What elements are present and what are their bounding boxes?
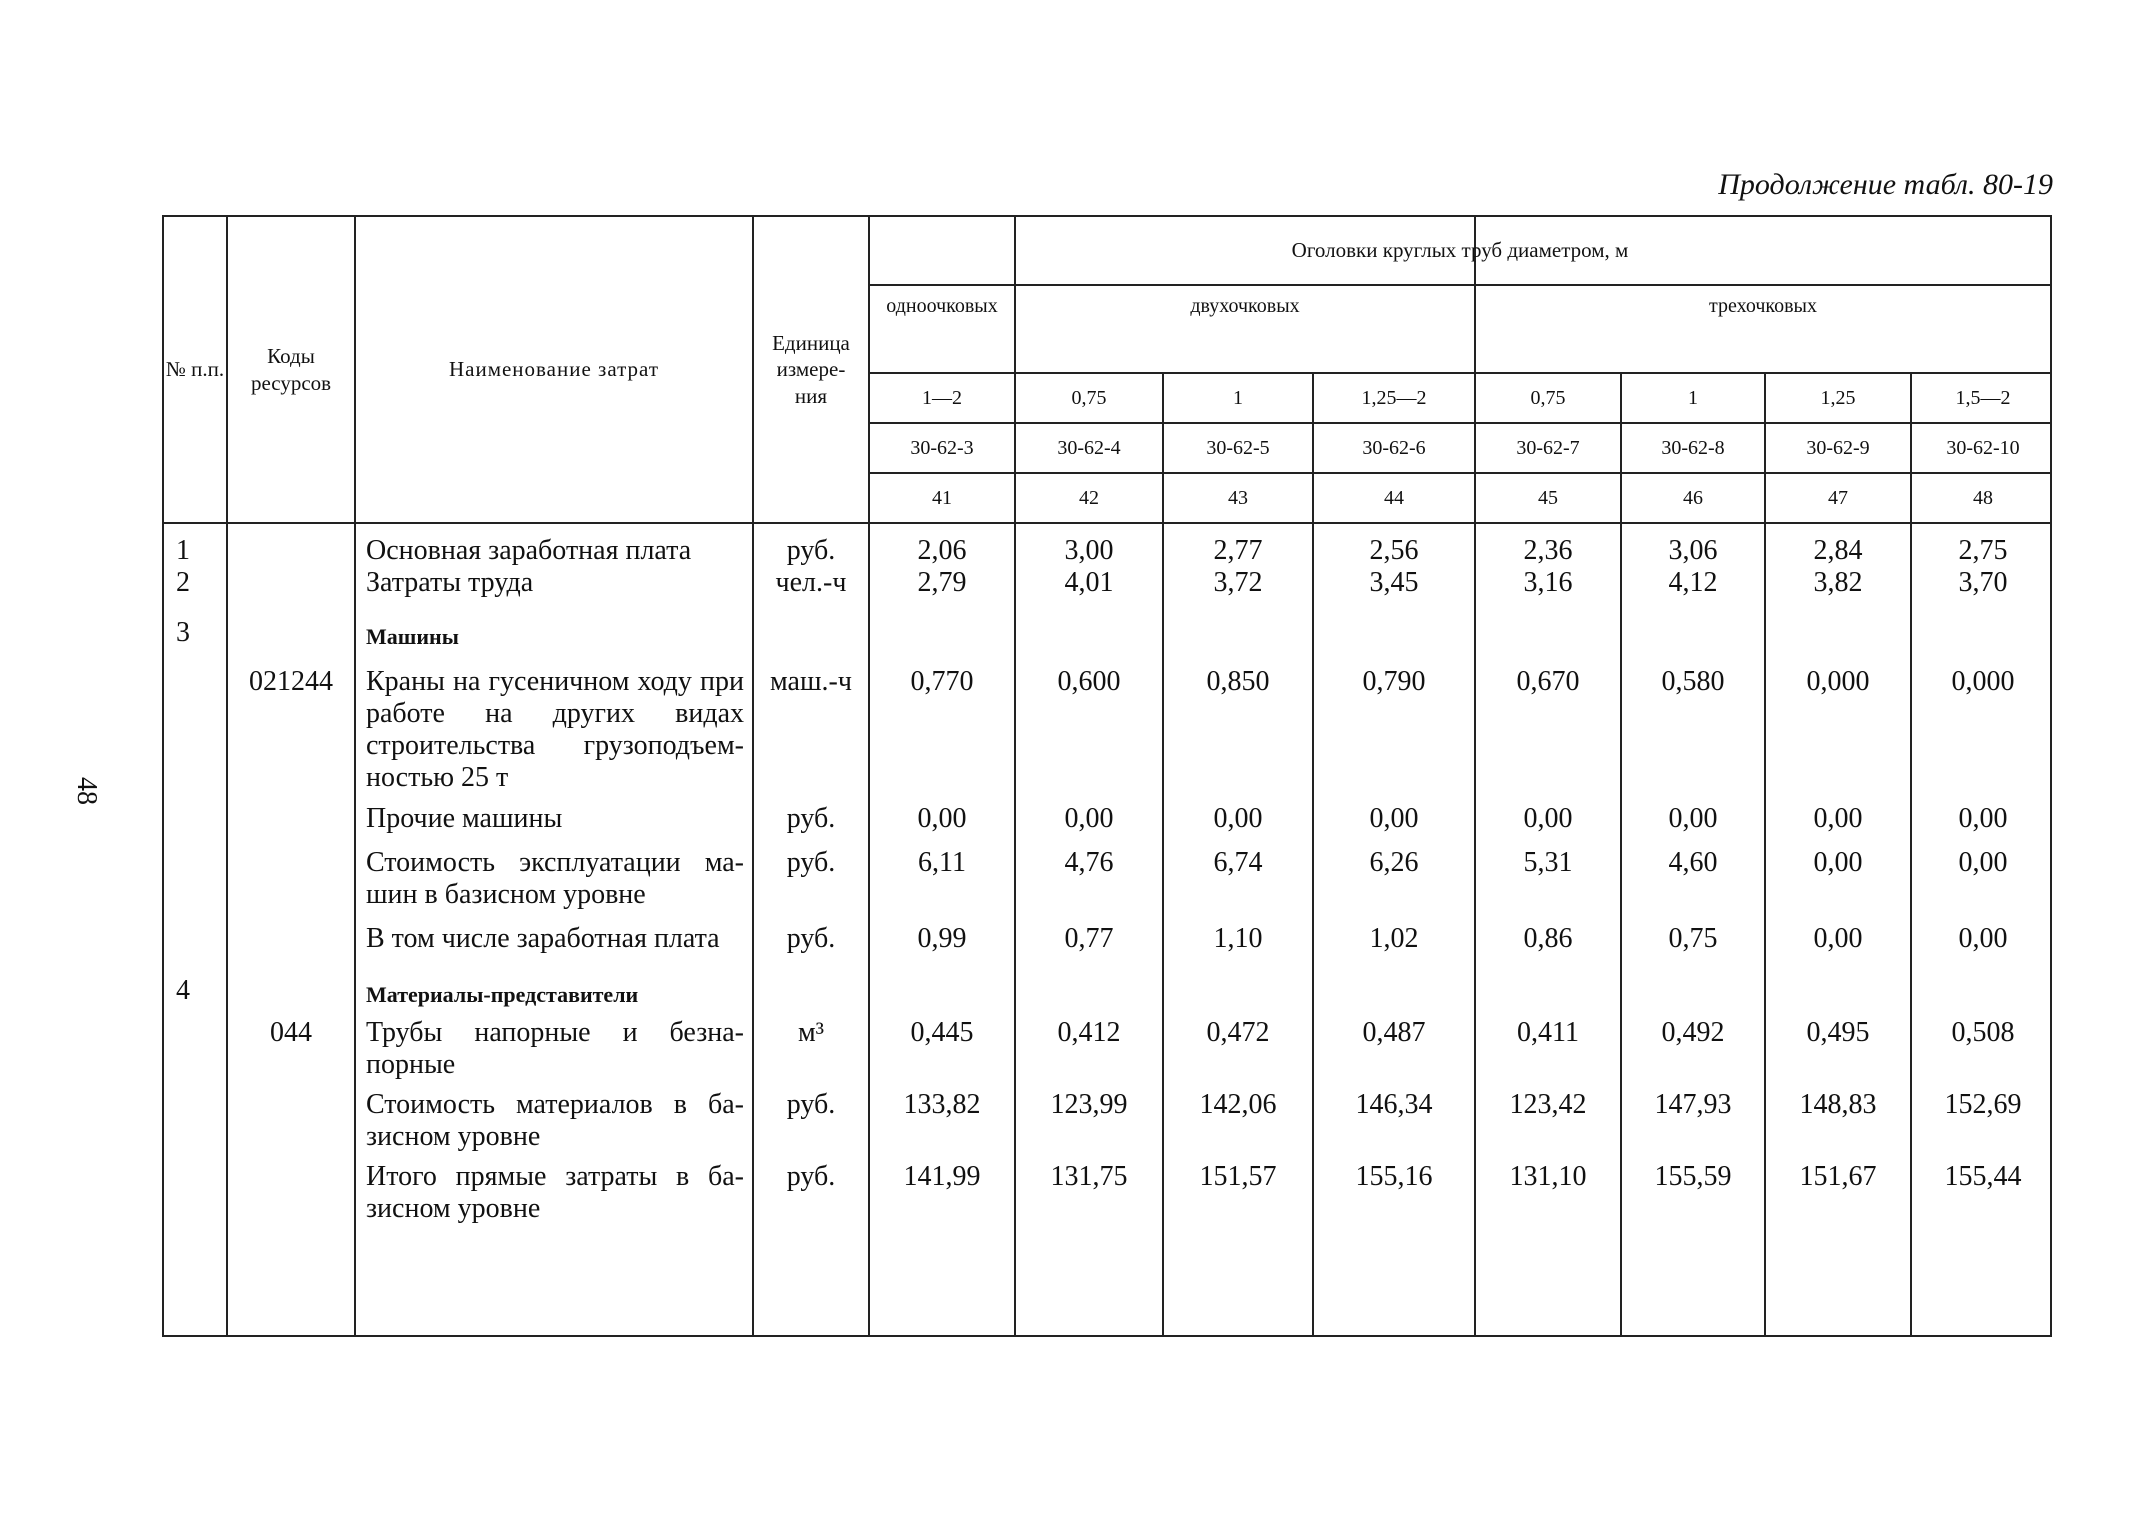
header-group: Оголовки круглых труб диаметром, м	[1291, 238, 1629, 263]
cost-name: Основная заработная плата	[366, 535, 692, 566]
cost-name: Стоимость эксплуатации ма- шин в базисном уровне	[366, 847, 744, 910]
header-colnum: 46	[1683, 486, 1703, 509]
value-cell: 3,72	[1213, 567, 1263, 598]
value-cell: 2,75	[1958, 535, 2008, 566]
value-cell: 3,45	[1369, 567, 1419, 598]
header-diameter: 1,5—2	[1955, 386, 2011, 409]
value-cell: 148,83	[1799, 1089, 1877, 1120]
value-cell: 123,99	[1050, 1089, 1128, 1120]
value-cell: 155,16	[1355, 1161, 1433, 1192]
value-cell: 0,00	[1813, 923, 1863, 954]
value-cell: 2,56	[1369, 535, 1419, 566]
value-cell: 131,10	[1509, 1161, 1587, 1192]
header-code: 30-62-7	[1516, 436, 1580, 459]
cost-name: Прочие машины	[366, 803, 563, 834]
header-code: 30-62-10	[1946, 436, 2020, 459]
value-cell: 2,36	[1523, 535, 1573, 566]
value-cell: 0,770	[910, 666, 974, 697]
value-cell: 0,492	[1661, 1017, 1725, 1048]
unit: руб.	[786, 847, 836, 878]
value-cell: 123,42	[1509, 1089, 1587, 1120]
row-number: 2	[176, 567, 190, 598]
cost-name: Стоимость материалов в ба- зисном уровне	[366, 1089, 744, 1152]
value-cell: 0,99	[917, 923, 967, 954]
value-cell: 0,00	[1813, 803, 1863, 834]
header-diameter: 1,25	[1820, 386, 1856, 409]
header-colnum: 43	[1228, 486, 1248, 509]
header-diameter: 1—2	[922, 386, 962, 409]
value-cell: 0,487	[1362, 1017, 1426, 1048]
header-code: 30-62-5	[1206, 436, 1270, 459]
value-cell: 6,11	[918, 847, 966, 878]
value-cell: 0,00	[1813, 847, 1863, 878]
header-colnum: 48	[1973, 486, 1993, 509]
cost-name: Итого прямые затраты в ба- зисном уровне	[366, 1161, 744, 1224]
cost-name: Трубы напорные и безна- порные	[366, 1017, 744, 1080]
value-cell: 4,12	[1668, 567, 1718, 598]
value-cell: 2,79	[917, 567, 967, 598]
header-num: № п.п.	[165, 357, 225, 382]
value-cell: 146,34	[1355, 1089, 1433, 1120]
value-cell: 0,412	[1057, 1017, 1121, 1048]
value-cell: 6,26	[1369, 847, 1419, 878]
unit: руб.	[786, 1089, 836, 1120]
value-cell: 147,93	[1654, 1089, 1732, 1120]
header-name: Наименование затрат	[448, 357, 660, 382]
value-cell: 0,00	[1523, 803, 1573, 834]
unit: руб.	[786, 535, 836, 566]
value-cell: 0,411	[1517, 1017, 1579, 1048]
value-cell: 152,69	[1944, 1089, 2022, 1120]
value-cell: 2,77	[1213, 535, 1263, 566]
resource-code: 021244	[249, 666, 333, 697]
value-cell: 133,82	[903, 1089, 981, 1120]
value-cell: 3,00	[1064, 535, 1114, 566]
resource-code: 044	[270, 1017, 312, 1048]
row-number: 4	[176, 975, 190, 1006]
value-cell: 3,06	[1668, 535, 1718, 566]
value-cell: 0,000	[1806, 666, 1870, 697]
header-colnum: 41	[932, 486, 952, 509]
value-cell: 0,00	[1064, 803, 1114, 834]
unit: маш.-ч	[770, 666, 852, 697]
header-code: 30-62-8	[1661, 436, 1725, 459]
value-cell: 0,850	[1206, 666, 1270, 697]
value-cell: 0,00	[1958, 847, 2008, 878]
header-subgroup-single: одноочковых	[886, 294, 998, 317]
cost-name: В том числе заработная плата	[366, 923, 720, 954]
header-diameter: 1	[1688, 386, 1698, 409]
value-cell: 0,77	[1064, 923, 1114, 954]
value-cell: 6,74	[1213, 847, 1263, 878]
value-cell: 0,00	[917, 803, 967, 834]
value-cell: 141,99	[903, 1161, 981, 1192]
header-diameter: 0,75	[1530, 386, 1566, 409]
value-cell: 1,10	[1213, 923, 1263, 954]
value-cell: 0,670	[1516, 666, 1580, 697]
header-subgroup-triple: трехочковых	[1709, 294, 1817, 317]
value-cell: 4,01	[1064, 567, 1114, 598]
header-colnum: 47	[1828, 486, 1848, 509]
header-diameter: 1	[1233, 386, 1243, 409]
header-diameter: 0,75	[1071, 386, 1107, 409]
unit: м³	[797, 1017, 825, 1048]
header-code: 30-62-3	[910, 436, 974, 459]
value-cell: 0,472	[1206, 1017, 1270, 1048]
header-unit: Единица измере- ния	[772, 331, 850, 408]
value-cell: 4,76	[1064, 847, 1114, 878]
value-cell: 155,44	[1944, 1161, 2022, 1192]
value-cell: 0,000	[1951, 666, 2015, 697]
value-cell: 0,445	[910, 1017, 974, 1048]
row-number: 1	[176, 535, 190, 566]
value-cell: 131,75	[1050, 1161, 1128, 1192]
header-bottom-line	[164, 522, 2050, 524]
value-cell: 2,84	[1813, 535, 1863, 566]
value-cell: 0,790	[1362, 666, 1426, 697]
unit: руб.	[786, 803, 836, 834]
value-cell: 0,00	[1668, 803, 1718, 834]
header-diameter: 1,25—2	[1361, 386, 1427, 409]
header-colnum: 45	[1538, 486, 1558, 509]
section-heading: Материалы-представители	[366, 982, 639, 1007]
unit: руб.	[786, 923, 836, 954]
header-code: 30-62-4	[1057, 436, 1121, 459]
section-heading: Машины	[366, 624, 459, 649]
value-cell: 0,00	[1369, 803, 1419, 834]
header-colnum: 44	[1384, 486, 1404, 509]
value-cell: 0,86	[1523, 923, 1573, 954]
unit: чел.-ч	[775, 567, 847, 598]
value-cell: 0,00	[1958, 803, 2008, 834]
value-cell: 5,31	[1523, 847, 1573, 878]
cost-name: Краны на гусеничном ходу при работе на других видах строительства грузоподъем- ностью 25 т	[366, 666, 744, 793]
header-subgroup-double: двухочковых	[1190, 294, 1300, 317]
value-cell: 0,508	[1951, 1017, 2015, 1048]
cost-name: Затраты труда	[366, 567, 534, 598]
header-codes: Коды ресурсов	[250, 344, 332, 395]
value-cell: 151,57	[1199, 1161, 1277, 1192]
value-cell: 0,580	[1661, 666, 1725, 697]
cost-table	[162, 215, 2052, 1337]
value-cell: 0,00	[1958, 923, 2008, 954]
value-cell: 1,02	[1369, 923, 1419, 954]
header-code: 30-62-9	[1806, 436, 1870, 459]
row-number: 3	[176, 617, 190, 648]
value-cell: 3,70	[1958, 567, 2008, 598]
header-colnum: 42	[1079, 486, 1099, 509]
value-cell: 142,06	[1199, 1089, 1277, 1120]
value-cell: 3,16	[1523, 567, 1573, 598]
header-code: 30-62-6	[1362, 436, 1426, 459]
value-cell: 0,600	[1057, 666, 1121, 697]
value-cell: 0,75	[1668, 923, 1718, 954]
unit: руб.	[786, 1161, 836, 1192]
value-cell: 4,60	[1668, 847, 1718, 878]
value-cell: 3,82	[1813, 567, 1863, 598]
table-caption: Продолжение табл. 80-19	[1718, 168, 2053, 201]
value-cell: 151,67	[1799, 1161, 1877, 1192]
value-cell: 2,06	[917, 535, 967, 566]
value-cell: 155,59	[1654, 1161, 1732, 1192]
value-cell: 0,00	[1213, 803, 1263, 834]
value-cell: 0,495	[1806, 1017, 1870, 1048]
page-number: 48	[71, 777, 102, 805]
